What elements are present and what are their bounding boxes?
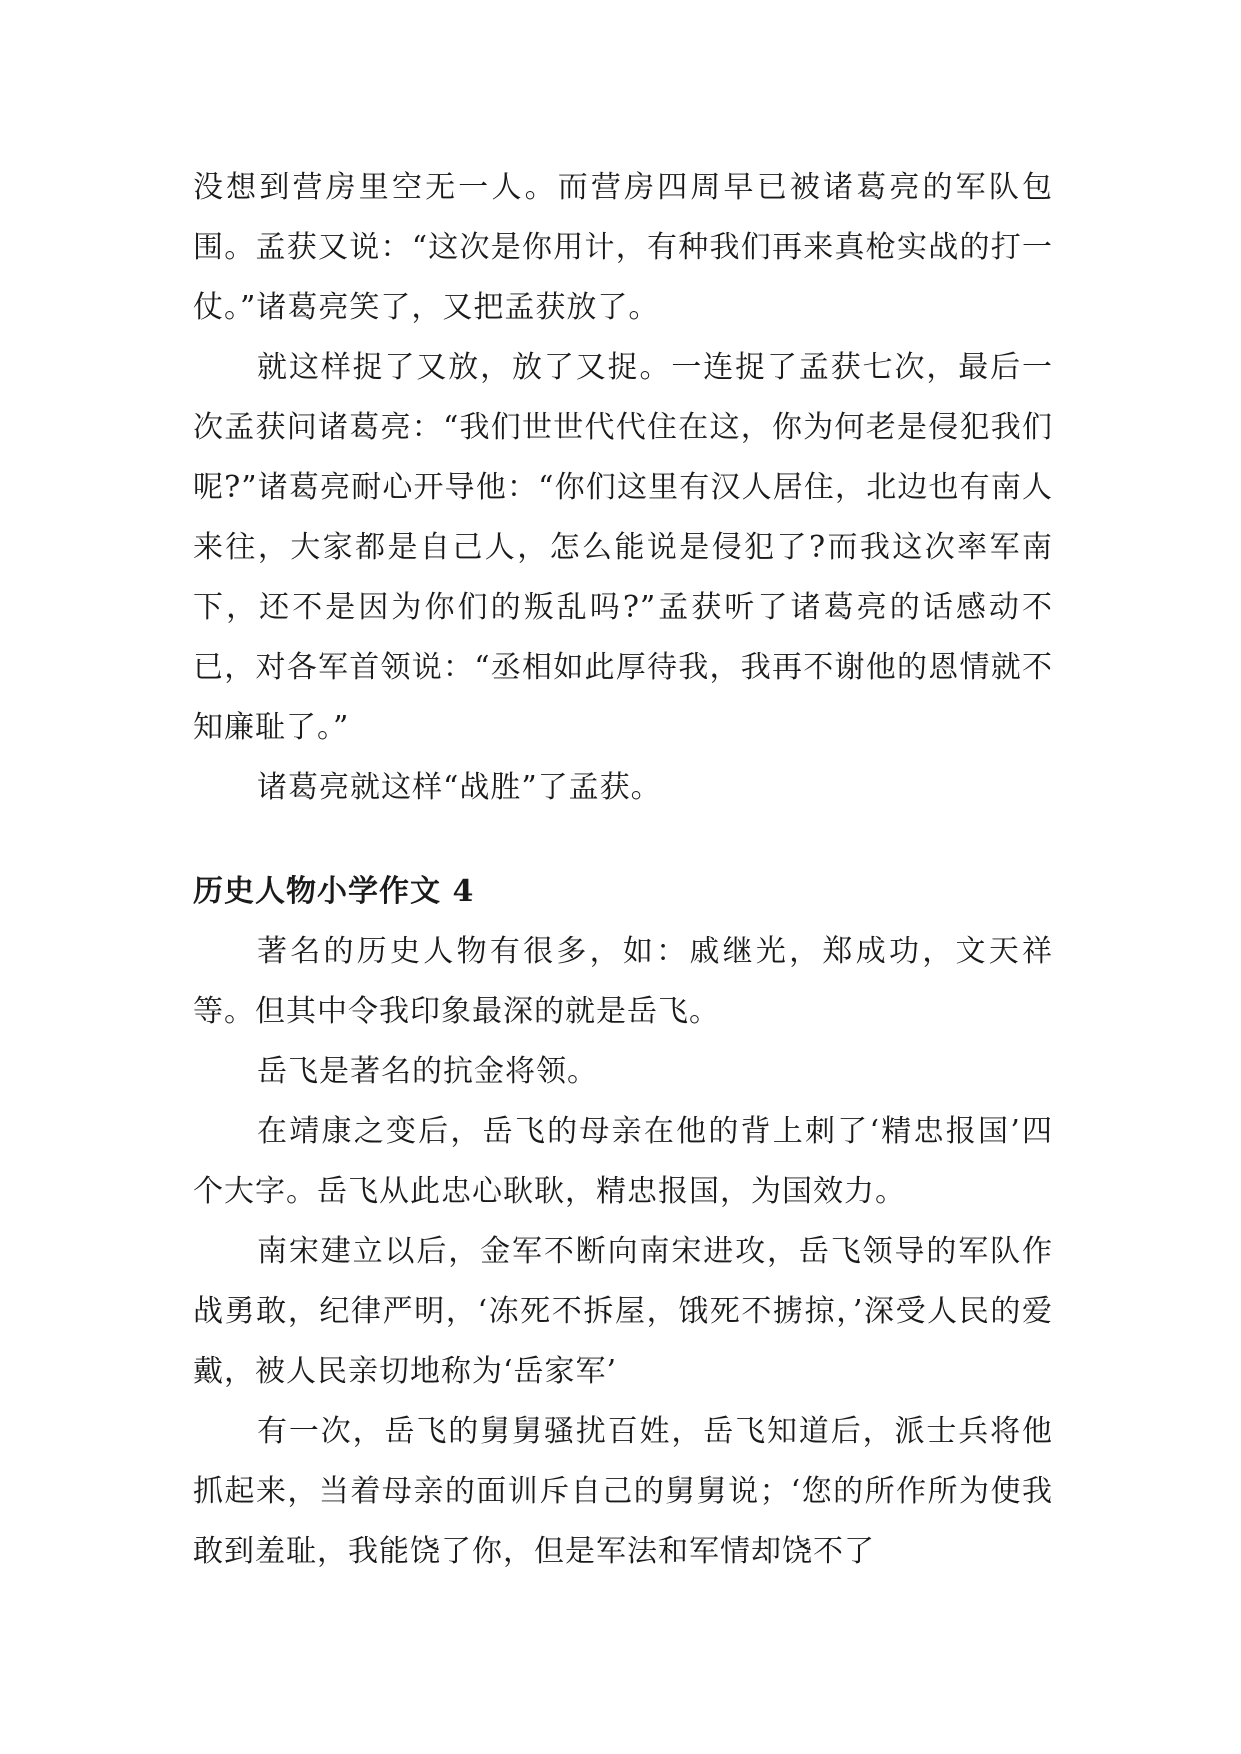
paragraph: 岳飞是著名的抗金将领。 xyxy=(257,1054,598,1089)
section-title: 历史人物小学作文 4 xyxy=(193,874,475,909)
document-page xyxy=(193,158,1053,1582)
section-spacer xyxy=(193,818,1053,862)
paragraph: 诸葛亮就这样“战胜”了孟获。 xyxy=(257,770,662,805)
paragraph: 有一次，岳飞的舅舅骚扰百姓，岳飞知道后，派士兵将他抓起来，当着母亲的面训斥自己的舅舅说；‘您的所作所为使我敢到羞耻，我能饶了你，但是军法和军情却饶不了 xyxy=(193,1414,1053,1569)
paragraph: 著名的历史人物有很多，如：戚继光，郑成功，文天祥等。但其中令我印象最深的就是岳飞。 xyxy=(193,934,1053,1029)
paragraph: 就这样捉了又放，放了又捉。一连捉了孟获七次，最后一次孟获问诸葛亮：“我们世世代代住在这，你为何老是侵犯我们呢?”诸葛亮耐心开导他：“你们这里有汉人居住，北边也有南人来往，大家都是自己人，怎么能说是侵犯了?而我这次率军南下，还不是因为你们的叛乱吗?”孟获听了诸葛亮的话感动不已，对各军首领说：“丞相如此厚待我，我再不谢他的恩情就不知廉耻了。” xyxy=(193,350,1053,745)
paragraph: 没想到营房里空无一人。而营房四周早已被诸葛亮的军队包围。孟获又说：“这次是你用计，有种我们再来真枪实战的打一仗。”诸葛亮笑了，又把孟获放了。 xyxy=(193,170,1053,325)
paragraph: 南宋建立以后，金军不断向南宋进攻，岳飞领导的军队作战勇敢，纪律严明，‘冻死不拆屋，饿死不掳掠，’深受人民的爱戴，被人民亲切地称为‘岳家军’ xyxy=(193,1234,1053,1389)
paragraph: 在靖康之变后，岳飞的母亲在他的背上刺了‘精忠报国’四个大字。岳飞从此忠心耿耿，精忠报国，为国效力。 xyxy=(193,1114,1053,1209)
